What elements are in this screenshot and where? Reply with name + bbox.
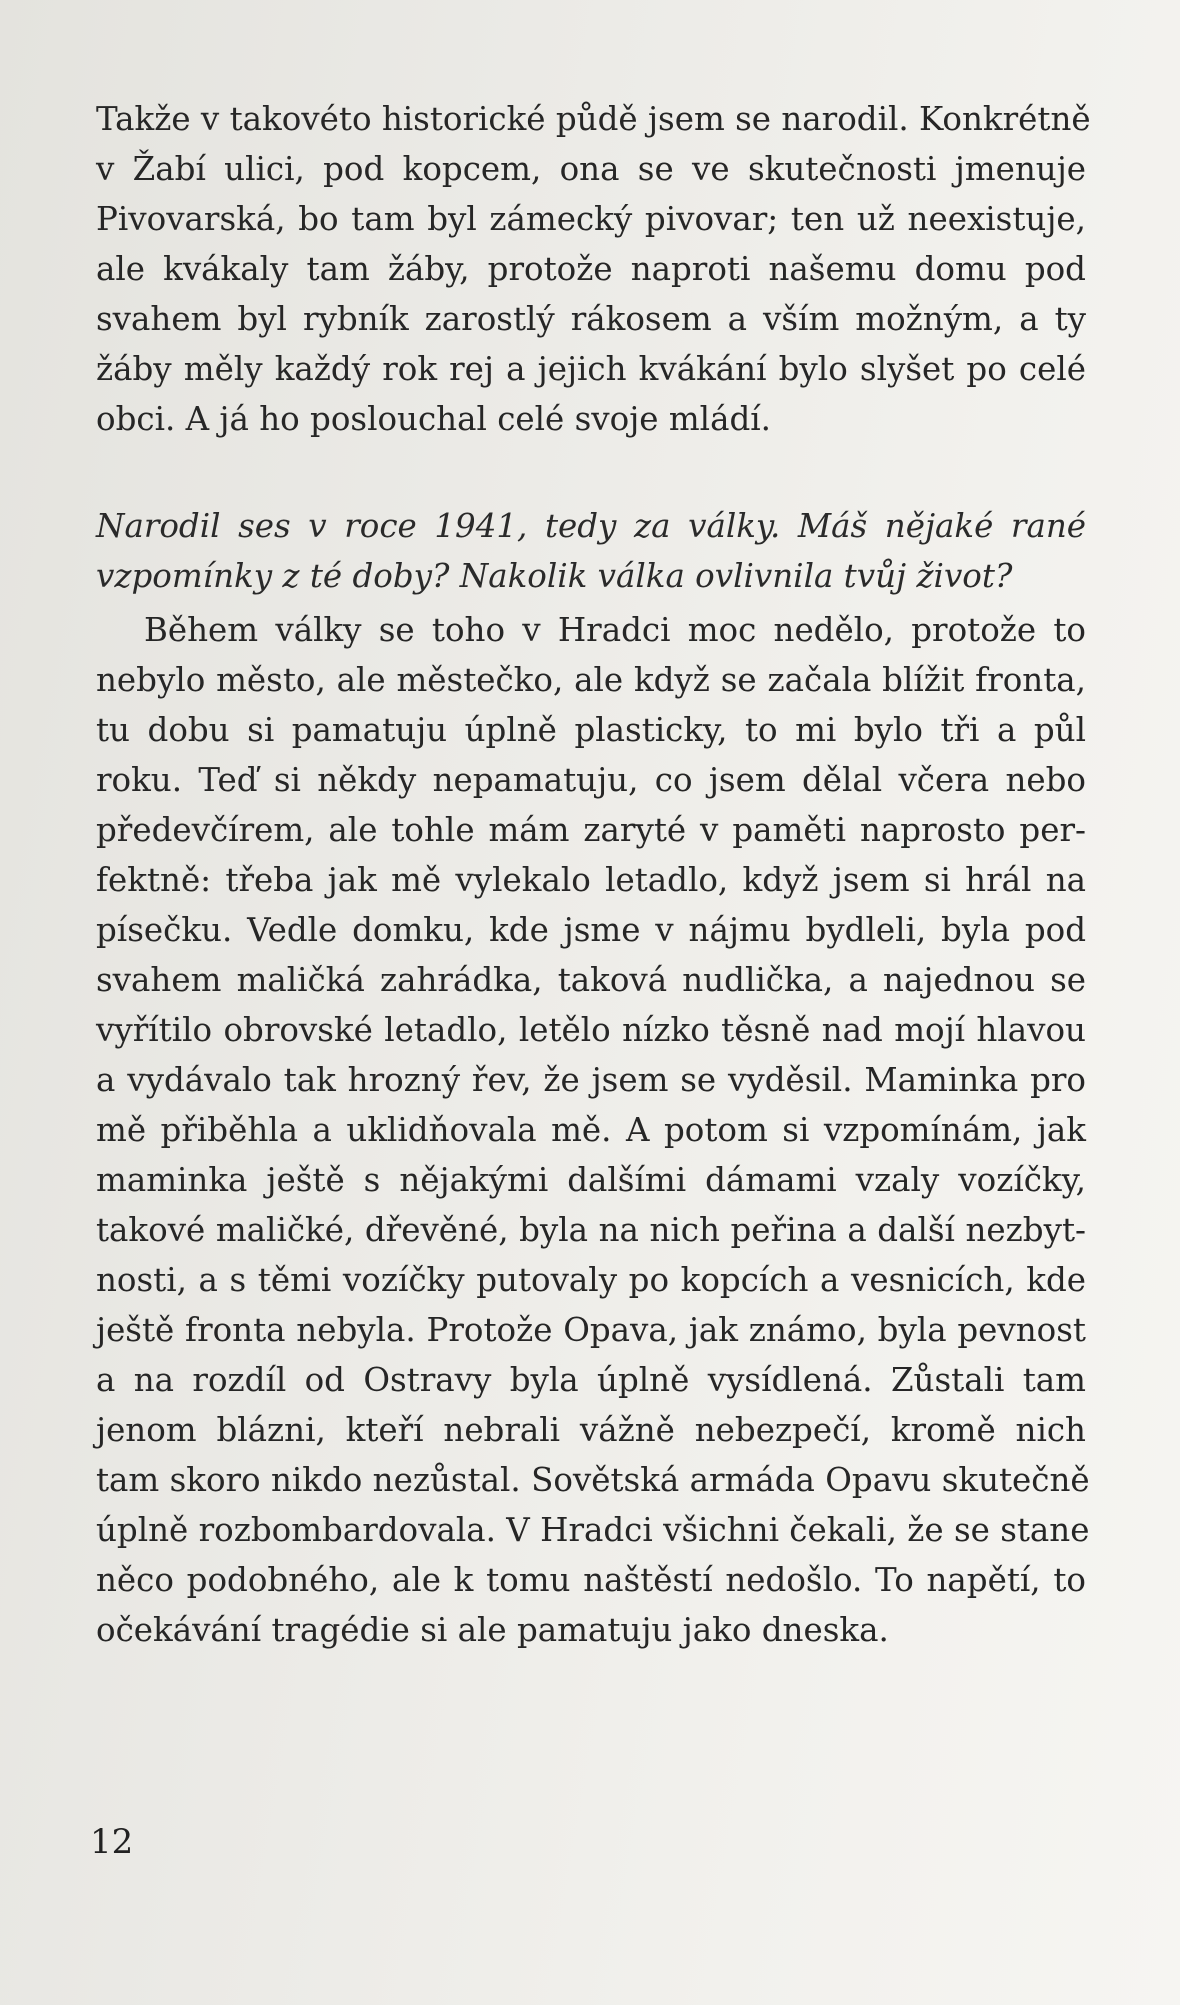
text-line: v Žabí ulici, pod kopcem, ona se ve skutečnosti jmenuje [96,150,1086,188]
question-line: Narodil ses v roce 1941, tedy za války. Máš nějaké rané [96,507,1086,545]
text-line: očekávání tragédie si ale pamatuju jako dneska. [96,1611,889,1649]
text-line: ještě fronta nebyla. Protože Opava, jak známo, byla pevnost [96,1311,1086,1349]
text-line: písečku. Vedle domku, kde jsme v nájmu bydleli, byla pod [96,911,1086,949]
text-line: jenom blázni, kteří nebrali vážně nebezpečí, kromě nich [96,1411,1086,1449]
text-line: fektně: třeba jak mě vylekalo letadlo, když jsem si hrál na [96,861,1086,899]
text-line: takové maličké, dřevěné, byla na nich peřina a další nezbyt- [96,1211,1086,1249]
interview-question [96,501,1086,601]
text-line: žáby měly každý rok rej a jejich kvákání bylo slyšet po celé [96,350,1086,388]
text-line: mě přiběhla a uklidňovala mě. A potom si vzpomínám, jak [96,1111,1086,1149]
text-line: svahem maličká zahrádka, taková nudlička, a najednou se [96,961,1086,999]
text-line: maminka ještě s nějakými dalšími dámami vzaly vozíčky, [96,1161,1086,1199]
text-line: tam skoro nikdo nezůstal. Sovětská armáda Opavu skutečně [96,1461,1090,1499]
text-line: nosti, a s těmi vozíčky putovaly po kopcích a vesnicích, kde [96,1261,1086,1299]
text-line: předevčírem, ale tohle mám zaryté v paměti naprosto per- [96,811,1086,849]
text-line: svahem byl rybník zarostlý rákosem a vším možným, a ty [96,300,1086,338]
page-number: 12 [90,1822,134,1862]
question-line: vzpomínky z té doby? Nakolik válka ovlivnila tvůj život? [96,557,1013,595]
text-line: ale kvákaly tam žáby, protože naproti našemu domu pod [96,250,1086,288]
text-line: úplně rozbombardovala. V Hradci všichni čekali, že se stane [96,1511,1090,1549]
text-line: nebylo město, ale městečko, ale když se začala blížit fronta, [96,661,1086,699]
text-line: roku. Teď si někdy nepamatuju, co jsem dělal včera nebo [96,761,1086,799]
text-line: obci. A já ho poslouchal celé svoje mládí. [96,400,771,438]
text-line: tu dobu si pamatuju úplně plasticky, to mi bylo tři a půl [96,711,1086,749]
text-line: a na rozdíl od Ostravy byla úplně vysídlená. Zůstali tam [96,1361,1086,1399]
text-line: něco podobného, ale k tomu naštěstí nedošlo. To napětí, to [96,1561,1086,1599]
text-line: a vydávalo tak hrozný řev, že jsem se vyděsil. Maminka pro [96,1061,1086,1099]
text-line: Pivovarská, bo tam byl zámecký pivovar; ten už neexistuje, [96,200,1086,238]
paragraph-answer [96,605,1090,1655]
text-line: Během války se toho v Hradci moc nedělo, protože to [144,611,1086,649]
text-line: Takže v takovéto historické půdě jsem se narodil. Konkrétně [96,100,1091,138]
text-line: vyřítilo obrovské letadlo, letělo nízko těsně nad mojí hlavou [96,1011,1086,1049]
paragraph-intro [96,94,1091,444]
